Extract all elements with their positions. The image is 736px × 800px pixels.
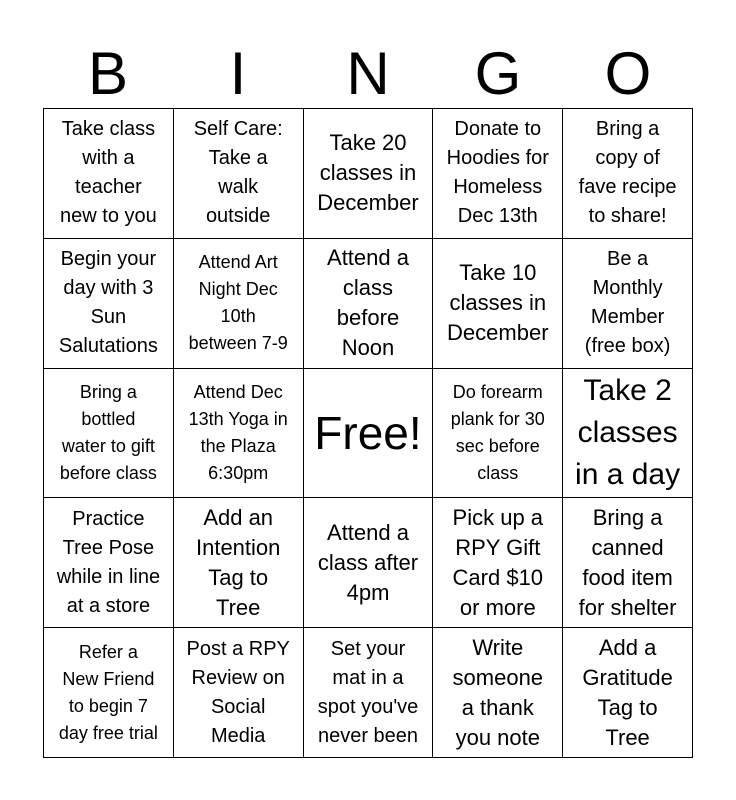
bingo-header <box>43 40 693 108</box>
bingo-cell-text: Set your mat in a spot you've never been <box>317 637 419 747</box>
bingo-cell[interactable] <box>563 109 693 239</box>
bingo-cell[interactable] <box>44 498 174 628</box>
bingo-cell[interactable] <box>174 239 304 369</box>
bingo-cell-text: Refer a New Friend to begin 7 day free trial <box>58 641 158 743</box>
header-letter-n: N <box>346 40 390 107</box>
bingo-board <box>43 108 693 758</box>
bingo-cell-text: Take 20 classes in December <box>317 130 419 216</box>
bingo-cell[interactable] <box>563 239 693 369</box>
bingo-cell-text: Attend a class after 4pm <box>317 519 419 605</box>
bingo-cell-text: Take class with a teacher new to you <box>60 118 157 228</box>
bingo-cell[interactable] <box>304 109 434 239</box>
bingo-cell-text: Take 2 classes in a day <box>575 374 681 491</box>
bingo-cell[interactable] <box>304 239 434 369</box>
header-letter-b: B <box>87 40 129 107</box>
bingo-cell-text: Be a Monthly Member (free box) <box>584 248 671 358</box>
header-letter-i: I <box>229 40 247 107</box>
bingo-cell-text: Bring a copy of fave recipe to share! <box>578 118 677 228</box>
header-letter-o: O <box>604 40 652 107</box>
bingo-cell[interactable] <box>433 628 563 758</box>
bingo-cell[interactable] <box>304 628 434 758</box>
bingo-cell-text: Attend Art Night Dec 10th between 7-9 <box>188 252 288 354</box>
bingo-cell-text: Take 10 classes in December <box>447 260 549 346</box>
bingo-cell[interactable] <box>563 628 693 758</box>
bingo-cell[interactable] <box>433 239 563 369</box>
bingo-cell[interactable] <box>44 628 174 758</box>
bingo-cell[interactable] <box>174 498 304 628</box>
bingo-cell-text: Do forearm plank for 30 sec before class <box>450 381 545 483</box>
bingo-cell[interactable] <box>433 498 563 628</box>
bingo-cell-text: Post a RPY Review on Social Media <box>186 637 290 747</box>
bingo-cell[interactable] <box>563 498 693 628</box>
bingo-cell[interactable] <box>563 369 693 499</box>
bingo-cell-text: Free! <box>314 406 422 459</box>
bingo-cell[interactable] <box>304 498 434 628</box>
bingo-cell[interactable] <box>44 239 174 369</box>
bingo-cell[interactable] <box>174 109 304 239</box>
bingo-cell-text: Write someone a thank you note <box>452 634 544 750</box>
bingo-cell-text: Bring a canned food item for shelter <box>578 504 677 620</box>
bingo-cell-text: Self Care: Take a walk outside <box>193 118 283 228</box>
header-letter-g: G <box>474 40 522 107</box>
bingo-cell-text: Pick up a RPY Gift Card $10 or more <box>452 504 544 620</box>
bingo-cell[interactable] <box>44 369 174 499</box>
bingo-cell-text: Donate to Hoodies for Homeless Dec 13th <box>446 118 549 228</box>
bingo-cell[interactable] <box>174 369 304 499</box>
bingo-cell-text: Add a Gratitude Tag to Tree <box>582 634 673 750</box>
bingo-cell[interactable] <box>44 109 174 239</box>
bingo-cell-text: Attend a class before Noon <box>327 245 409 361</box>
bingo-cell[interactable] <box>174 628 304 758</box>
bingo-cell-free[interactable] <box>304 369 434 499</box>
bingo-cell-text: Attend Dec 13th Yoga in the Plaza 6:30pm <box>188 381 288 483</box>
bingo-cell-text: Begin your day with 3 Sun Salutations <box>58 248 158 358</box>
bingo-cell-text: Bring a bottled water to gift before class <box>59 381 157 483</box>
bingo-cell[interactable] <box>433 369 563 499</box>
bingo-cell-text: Practice Tree Pose while in line at a store <box>56 507 161 617</box>
bingo-cell[interactable] <box>433 109 563 239</box>
bingo-cell-text: Add an Intention Tag to Tree <box>195 504 281 620</box>
